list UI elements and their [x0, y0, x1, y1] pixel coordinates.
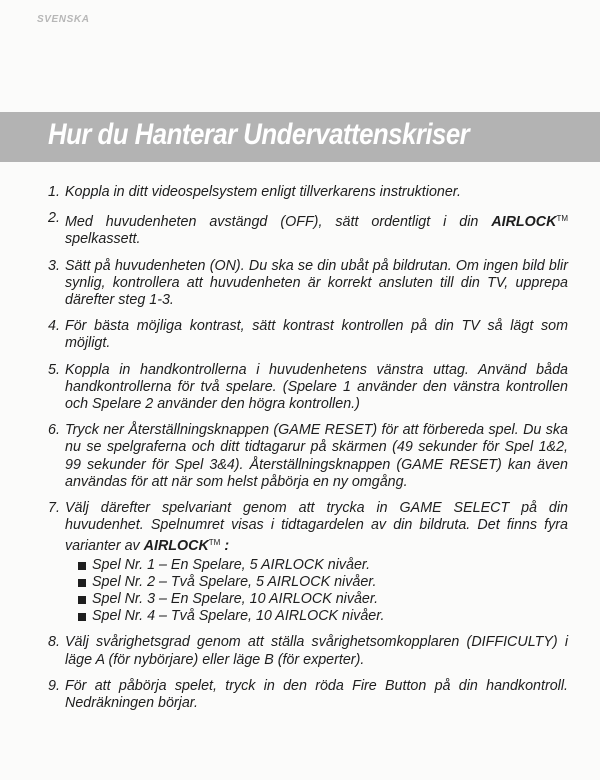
brand-name: AIRLOCK: [491, 214, 557, 231]
step-number: 5.: [48, 361, 60, 378]
step-text: Välj svårighetsgrad genom att ställa svårighetsomkopplaren (DIFFICULTY) i läge A (för nybörjare) eller läge B (för experter).: [65, 634, 568, 668]
instruction-list: [48, 184, 568, 721]
step-9: [48, 678, 568, 712]
square-bullet-icon: [78, 579, 86, 587]
step-text: Tryck ner Återställningsknappen (GAME RESET) för att förbereda spel. Du ska nu se spelgraferna och ditt tidtagarur på skärmen (49 sekunder för Spel 1&2, 99 sekunder för Spel 3&4). Återställningsknappen (GAME RESET) kan även användas för att när som helst påbörja en ny omgång.: [65, 422, 568, 490]
variant-item: [78, 608, 568, 625]
step-number: 7.: [48, 500, 60, 517]
step-number: 9.: [48, 677, 60, 694]
step-text: Sätt på huvudenheten (ON). Du ska se din ubåt på bildrutan. Om ingen bild blir synlig, kontrollera att huvudenheten är korrekt ansluten till din TV, upprepa därefter steg 1-3.: [65, 257, 568, 309]
title-banner: [0, 112, 600, 162]
brand-name: AIRLOCK: [143, 538, 209, 555]
step-number: 6.: [48, 422, 60, 439]
page-title: Hur du Hanterar Undervattenskriser: [48, 118, 470, 151]
step-text-part: Välj därefter spelvariant genom att trycka in GAME SELECT på din huvudenhet. Spelnumret visas i tidtagardelen av din bildruta. Det finns fyra varianter av: [65, 500, 568, 555]
trademark-mark: TM: [208, 538, 221, 548]
square-bullet-icon: [78, 596, 86, 604]
step-2: [48, 210, 568, 248]
step-number: 1.: [48, 184, 60, 200]
step-text: [65, 210, 568, 248]
trademark-mark: TM: [556, 214, 568, 224]
step-3: [48, 258, 568, 310]
variant-text: Spel Nr. 2 – Två Spelare, 5 AIRLOCK nivåer.: [92, 573, 377, 590]
variant-list: [65, 557, 568, 626]
step-number: 2.: [48, 210, 60, 227]
step-text: För bästa möjliga kontrast, sätt kontrast kontrollen på din TV så lägt som möjligt.: [65, 318, 568, 352]
variant-text: Spel Nr. 3 – En Spelare, 10 AIRLOCK nivåer.: [92, 591, 379, 608]
step-text: Koppla in ditt videospelsystem enligt tillverkarens instruktioner.: [65, 184, 461, 200]
square-bullet-icon: [78, 562, 86, 570]
step-6: [48, 422, 568, 491]
step-7: [48, 500, 568, 625]
step-number: 8.: [48, 634, 60, 651]
variant-item: [78, 557, 568, 574]
step-text-part: :: [220, 538, 230, 555]
variant-item: [78, 574, 568, 591]
step-text: Koppla in handkontrollerna i huvudenhetens vänstra uttag. Använd båda handkontrollerna för två spelare. (Spelare 1 använder den vänstra kontrollen och Spelare 2 använder den högra kontrollen.): [65, 361, 568, 413]
language-label: SVENSKA: [37, 14, 90, 25]
step-number: 4.: [48, 318, 60, 335]
step-number: 3.: [48, 257, 60, 274]
step-text-part: Med huvudenheten avstängd (OFF), sätt ordentligt i din: [65, 214, 492, 231]
step-4: [48, 318, 568, 352]
step-text-part: spelkassett.: [65, 231, 141, 248]
variant-text: Spel Nr. 1 – En Spelare, 5 AIRLOCK nivåer.: [92, 556, 371, 573]
step-5: [48, 362, 568, 414]
variant-text: Spel Nr. 4 – Två Spelare, 10 AIRLOCK nivåer.: [92, 608, 385, 625]
variant-item: [78, 591, 568, 608]
step-text: [65, 500, 568, 556]
step-text: För att påbörja spelet, tryck in den röda Fire Button på din handkontroll. Nedräkningen börjar.: [65, 677, 568, 712]
step-1: [48, 184, 568, 201]
square-bullet-icon: [78, 613, 86, 621]
step-8: [48, 634, 568, 668]
